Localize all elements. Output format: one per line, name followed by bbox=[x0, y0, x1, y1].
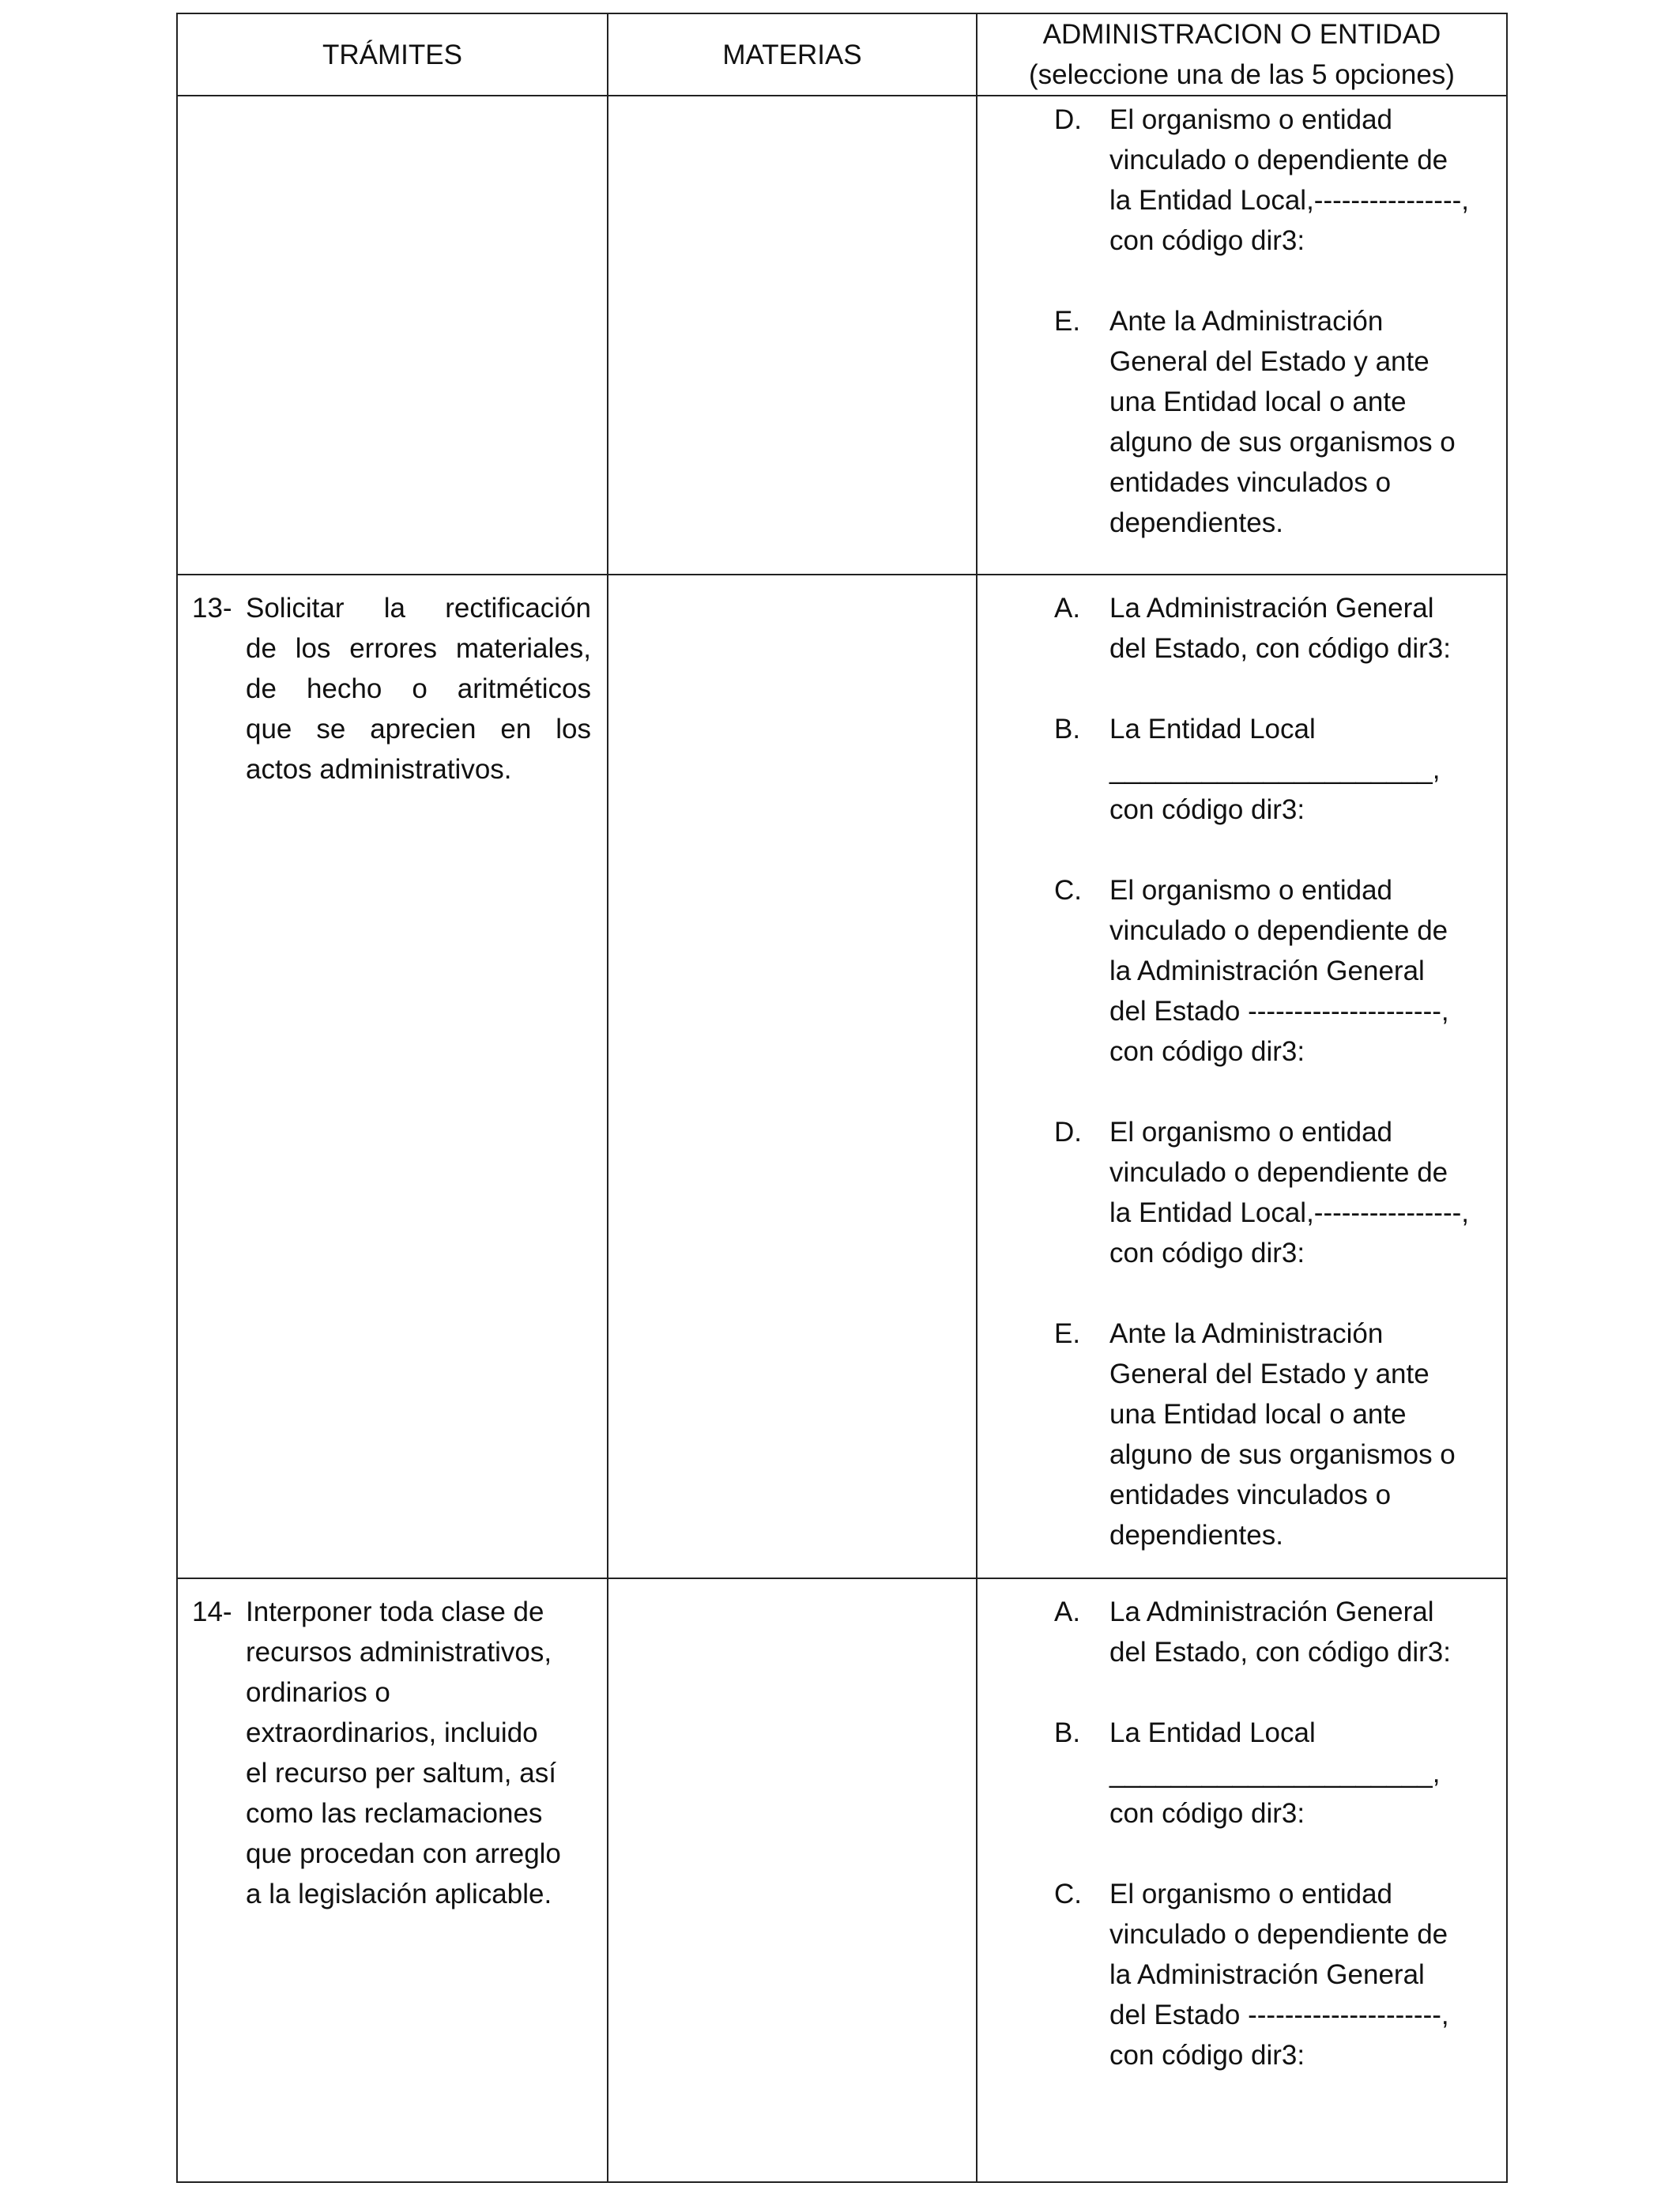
option-letter: A. bbox=[1054, 593, 1081, 624]
option-b bbox=[1054, 1713, 1494, 1834]
tramite-number: 13- bbox=[192, 593, 232, 624]
table-row-13 bbox=[177, 575, 1507, 1578]
option-letter: B. bbox=[1054, 714, 1081, 745]
administracion-cell bbox=[977, 1578, 1507, 2182]
option-text: Ante la Administración General del Estado y ante una Entidad local o ante alguno de sus organismos o entidades vinculados o dependientes. bbox=[1109, 306, 1456, 538]
materias-cell bbox=[608, 96, 977, 575]
header-administracion: ADMINISTRACION O ENTIDAD (seleccione una de las 5 opciones) bbox=[977, 13, 1507, 96]
option-text: Ante la Administración General del Estado y ante una Entidad local o ante alguno de sus organismos o entidades vinculados o dependientes. bbox=[1109, 1318, 1456, 1551]
option-d bbox=[1054, 1112, 1494, 1273]
tramite-cell bbox=[177, 575, 608, 1578]
materias-cell bbox=[608, 575, 977, 1578]
tramite-cell bbox=[177, 96, 608, 575]
administracion-cell bbox=[977, 575, 1507, 1578]
option-text: El organismo o entidad vinculado o dependiente de la Administración General del Estado ---------------------, con código dir3: bbox=[1109, 875, 1449, 1067]
option-d bbox=[1054, 100, 1494, 261]
tramite-text: Interponer toda clase de recursos administrativos, ordinarios o extraordinarios, incluido el recurso per saltum, así como las reclamaciones que procedan con arreglo a la legislación aplicable. bbox=[246, 1596, 561, 1909]
option-letter: C. bbox=[1054, 875, 1082, 906]
option-letter: E. bbox=[1054, 1318, 1081, 1349]
option-letter: B. bbox=[1054, 1717, 1081, 1748]
option-text: El organismo o entidad vinculado o dependiente de la Administración General del Estado ---------------------, con código dir3: bbox=[1109, 1879, 1449, 2071]
table-header-row bbox=[177, 13, 1507, 96]
option-text: El organismo o entidad vinculado o dependiente de la Entidad Local,----------------, con código dir3: bbox=[1109, 104, 1469, 256]
option-letter: D. bbox=[1054, 104, 1082, 135]
option-e bbox=[1054, 301, 1494, 543]
option-c bbox=[1054, 870, 1494, 1072]
option-e bbox=[1054, 1314, 1494, 1555]
header-tramites: TRÁMITES bbox=[177, 13, 608, 96]
tramite-text: Solicitar la rectificación de los errores materiales, de hecho o aritméticos que se aprecien en los actos administrativos. bbox=[246, 593, 591, 785]
option-b bbox=[1054, 709, 1494, 830]
administracion-cell bbox=[977, 96, 1507, 575]
option-c bbox=[1054, 1874, 1494, 2075]
table-row-14 bbox=[177, 1578, 1507, 2182]
table-row-continuation bbox=[177, 96, 1507, 575]
option-a bbox=[1054, 588, 1494, 669]
option-letter: D. bbox=[1054, 1117, 1082, 1148]
tramite-cell bbox=[177, 1578, 608, 2182]
tramites-table bbox=[176, 13, 1508, 2183]
option-text: La Administración General del Estado, con código dir3: bbox=[1109, 593, 1451, 664]
option-text: La Entidad Local _____________________, con código dir3: bbox=[1109, 1717, 1441, 1829]
option-text: La Entidad Local _____________________, con código dir3: bbox=[1109, 714, 1441, 825]
option-letter: A. bbox=[1054, 1596, 1081, 1627]
option-a bbox=[1054, 1592, 1494, 1672]
option-letter: C. bbox=[1054, 1879, 1082, 1909]
option-letter: E. bbox=[1054, 306, 1081, 337]
header-materias: MATERIAS bbox=[608, 13, 977, 96]
option-text: La Administración General del Estado, con código dir3: bbox=[1109, 1596, 1451, 1668]
tramite-number: 14- bbox=[192, 1596, 232, 1627]
materias-cell bbox=[608, 1578, 977, 2182]
option-text: El organismo o entidad vinculado o dependiente de la Entidad Local,----------------, con código dir3: bbox=[1109, 1117, 1469, 1269]
